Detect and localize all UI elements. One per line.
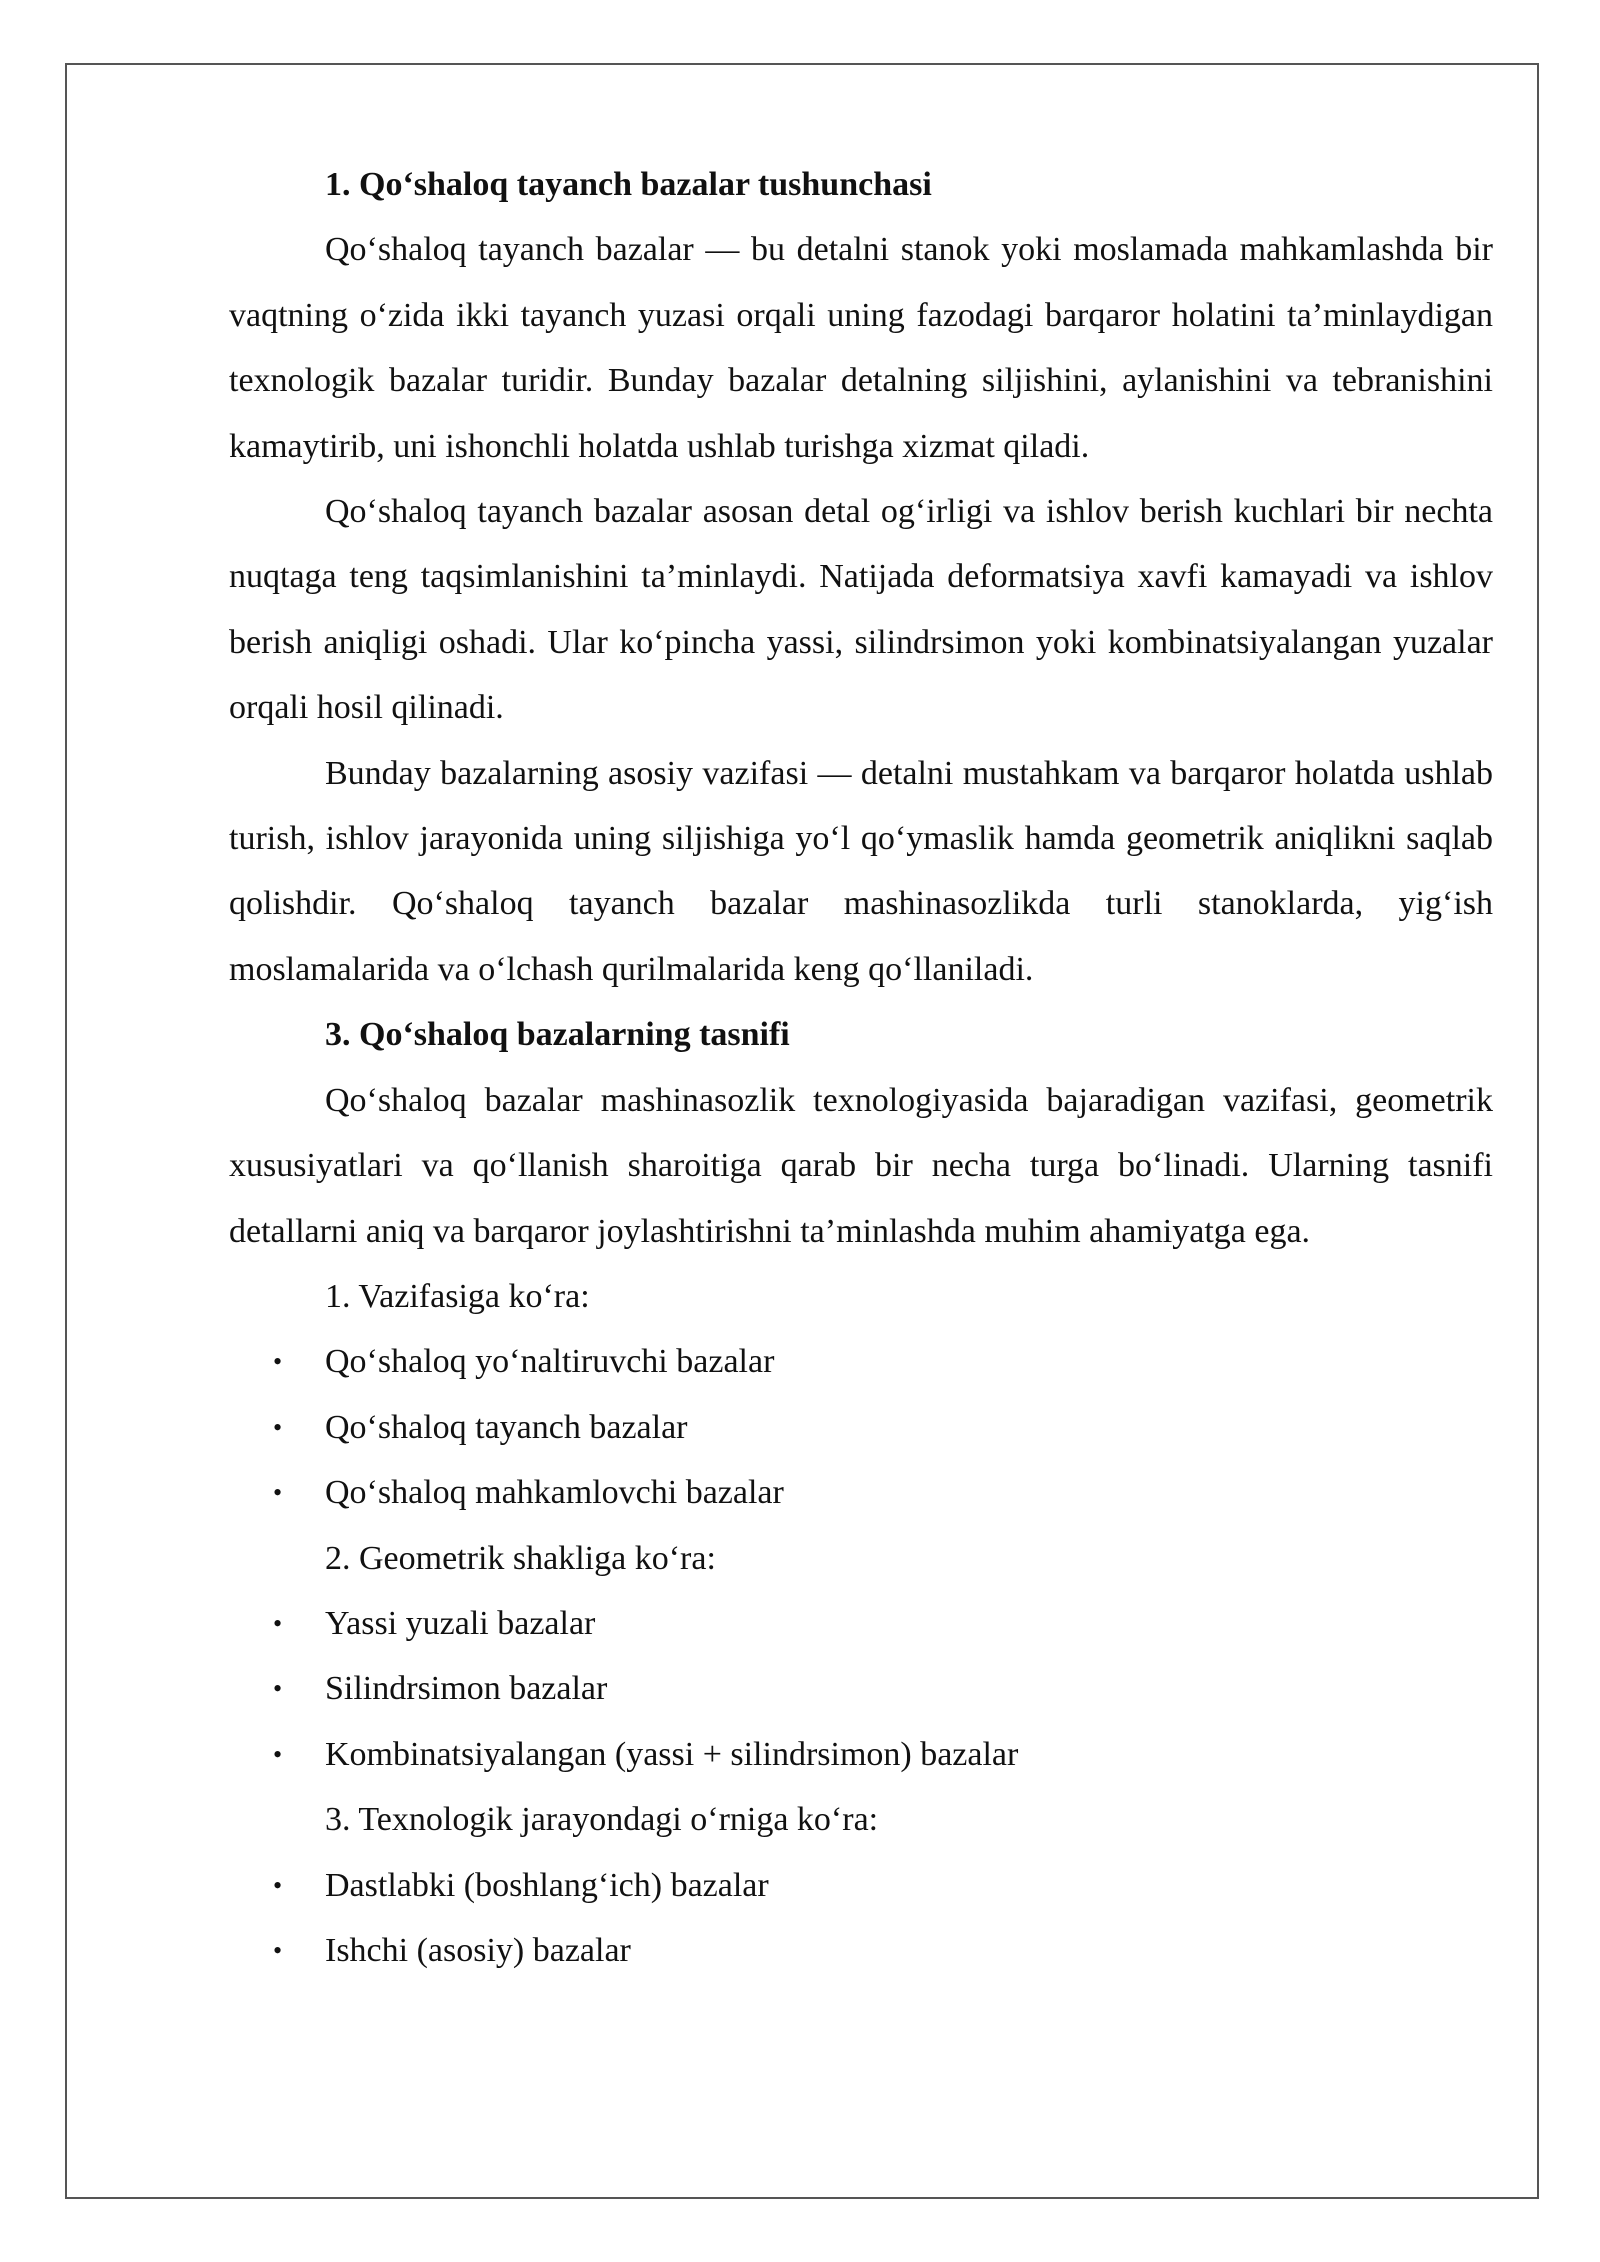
classification-list xyxy=(229,1329,1493,1525)
bullet-icon: • xyxy=(273,1347,283,1377)
list-item xyxy=(229,1460,1493,1525)
bullet-icon: • xyxy=(273,1739,283,1769)
bullet-icon: • xyxy=(273,1935,283,1965)
section-1-paragraph-3: Bunday bazalarning asosiy vazifasi — detalni mustahkam va barqaror holatda ushlab turish, ishlov jarayonida uning siljishiga yo‘l qo‘ymaslik hamda geometrik aniqlikni saqlab qolishdir. Qo‘shaloq tayanch bazalar mashinasozlikda turli stanoklarda, yig‘ish moslamalarida va o‘lchash qurilmalarida keng qo‘llaniladi. xyxy=(229,754,1493,988)
list-item xyxy=(229,1329,1493,1394)
classification-group-title: 3. Texnologik jarayondagi o‘rniga ko‘ra: xyxy=(325,1801,879,1839)
list-item xyxy=(229,1853,1493,1918)
section-3-heading: 3. Qo‘shaloq bazalarning tasnifi xyxy=(325,1016,790,1054)
document-body xyxy=(229,152,1493,1983)
list-item-text: Qo‘shaloq mahkamlovchi bazalar xyxy=(325,1474,784,1512)
section-1-paragraph-1: Qo‘shaloq tayanch bazalar — bu detalni stanok yoki moslamada mahkamlashda bir vaqtning o‘zida ikki tayanch yuzasi orqali uning fazodagi barqaror holatini ta’minlaydigan texnologik bazalar turidir. Bunday bazalar detalning siljishini, aylanishini va tebranishini kamaytirib, uni ishonchli holatda ushlab turishga xizmat qiladi. xyxy=(229,231,1493,465)
bullet-icon: • xyxy=(273,1870,283,1900)
classification-list xyxy=(229,1591,1493,1787)
list-item-text: Silindrsimon bazalar xyxy=(325,1670,608,1708)
list-item-text: Qo‘shaloq yo‘naltiruvchi bazalar xyxy=(325,1343,775,1381)
bullet-icon: • xyxy=(273,1412,283,1442)
list-item-text: Ishchi (asosiy) bazalar xyxy=(325,1931,631,1969)
list-item-text: Qo‘shaloq tayanch bazalar xyxy=(325,1408,688,1446)
list-item-text: Yassi yuzali bazalar xyxy=(325,1604,596,1642)
list-item xyxy=(229,1591,1493,1656)
bullet-icon: • xyxy=(273,1608,283,1638)
list-item xyxy=(229,1656,1493,1721)
classification-group-title: 2. Geometrik shakliga ko‘ra: xyxy=(325,1539,716,1577)
list-item xyxy=(229,1395,1493,1460)
list-item xyxy=(229,1722,1493,1787)
list-item-text: Dastlabki (boshlang‘ich) bazalar xyxy=(325,1866,769,1904)
classification-list xyxy=(229,1853,1493,1984)
section-1-heading: 1. Qo‘shaloq tayanch bazalar tushunchasi xyxy=(325,166,932,203)
list-item-text: Kombinatsiyalangan (yassi + silindrsimon) bazalar xyxy=(325,1735,1019,1773)
bullet-icon: • xyxy=(273,1478,283,1508)
section-3-intro: Qo‘shaloq bazalar mashinasozlik texnologiyasida bajaradigan vazifasi, geometrik xususiyatlari va qo‘llanish sharoitiga qarab bir necha turga bo‘linadi. Ularning tasnifi detallarni aniq va barqaror joylashtirishni ta’minlashda muhim ahamiyatga ega. xyxy=(229,1081,1493,1250)
list-item xyxy=(229,1918,1493,1983)
bullet-icon: • xyxy=(273,1674,283,1704)
classification-group-title: 1. Vazifasiga ko‘ra: xyxy=(325,1277,590,1315)
section-1-paragraph-2: Qo‘shaloq tayanch bazalar asosan detal og‘irligi va ishlov berish kuchlari bir nechta nuqtaga teng taqsimlanishini ta’minlaydi. Natijada deformatsiya xavfi kamayadi va ishlov berish aniqligi oshadi. Ular ko‘pincha yassi, silindrsimon yoki kombinatsiyalangan yuzalar orqali hosil qilinadi. xyxy=(229,493,1493,727)
